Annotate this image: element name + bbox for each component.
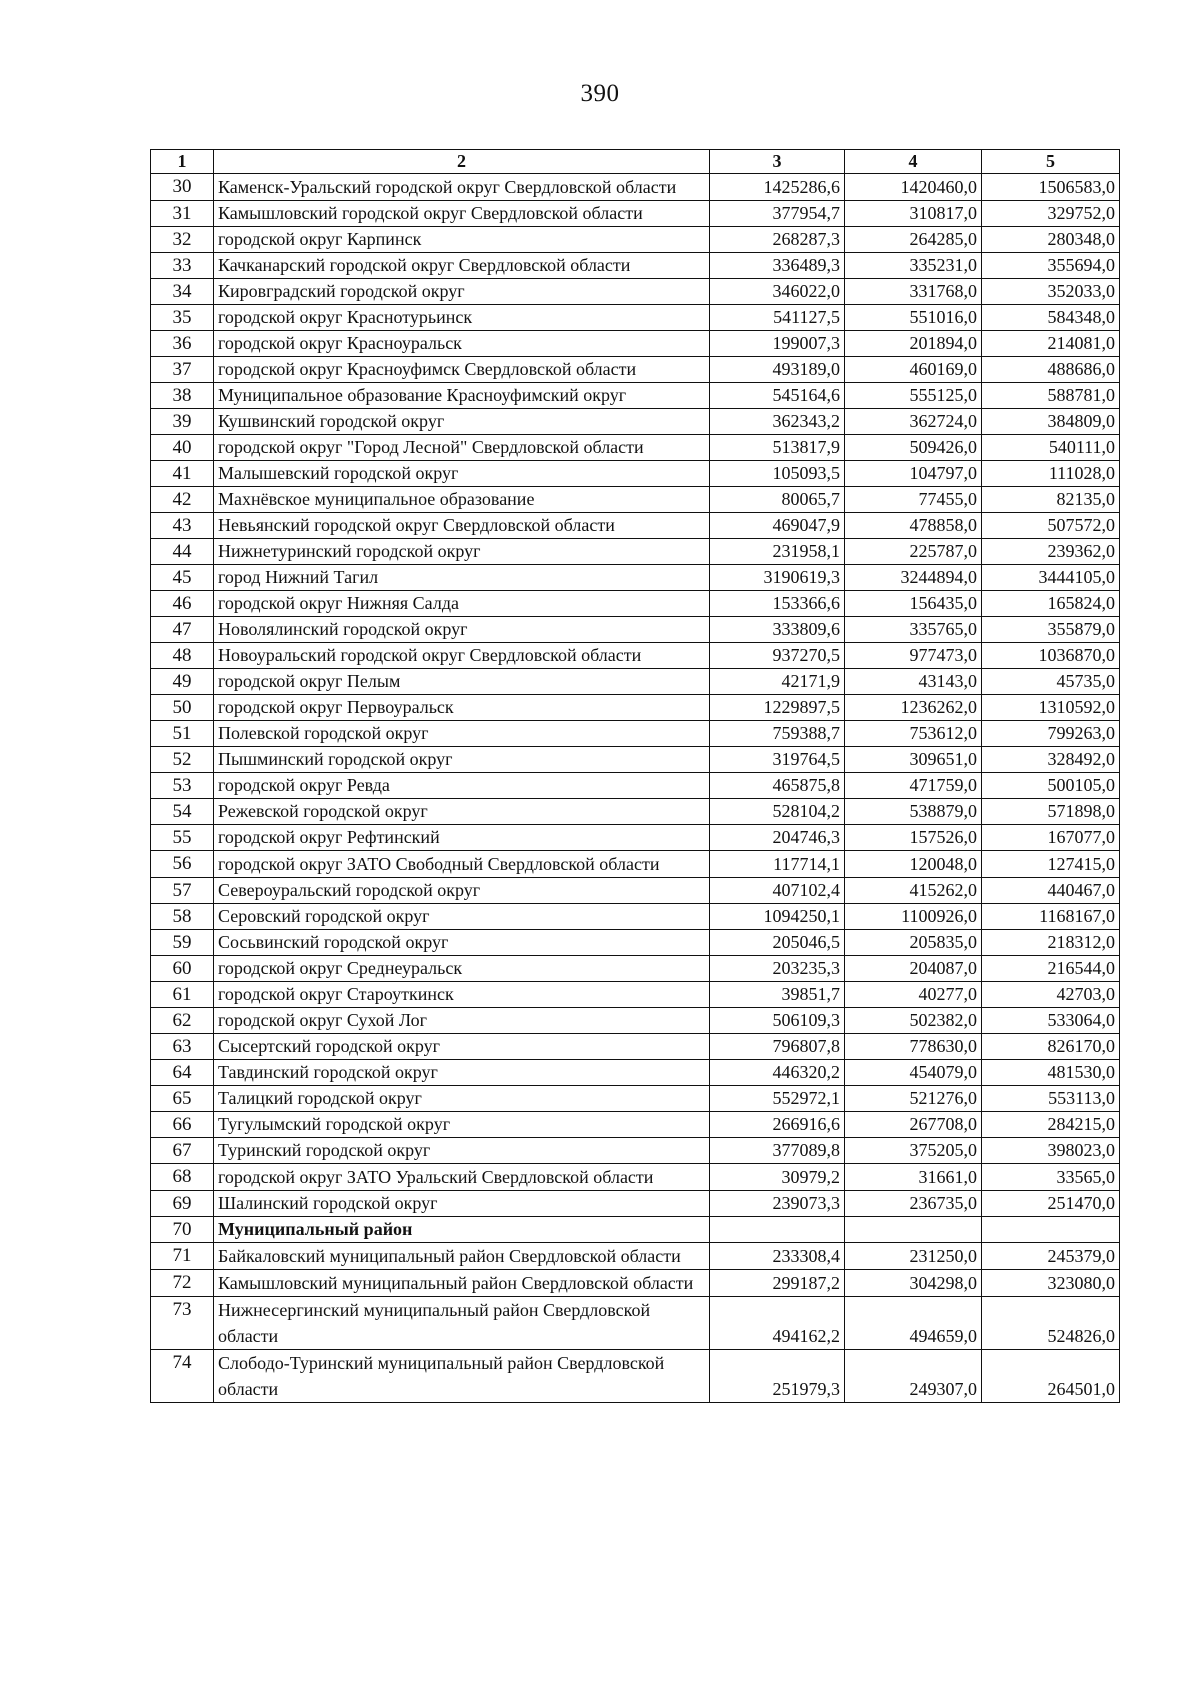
value-col3: 377954,7 — [710, 201, 845, 227]
value-col5: 588781,0 — [982, 383, 1120, 409]
value-col4: 225787,0 — [845, 539, 982, 565]
row-number: 55 — [151, 825, 214, 851]
value-col5: 214081,0 — [982, 331, 1120, 357]
municipality-name: Муниципальное образование Красноуфимский округ — [214, 383, 710, 409]
table-row — [151, 825, 1120, 851]
row-number: 54 — [151, 799, 214, 825]
value-col5: 1036870,0 — [982, 643, 1120, 669]
row-number: 64 — [151, 1060, 214, 1086]
municipality-name: городской округ ЗАТО Свободный Свердловской области — [214, 851, 710, 878]
row-number: 74 — [151, 1350, 214, 1403]
value-col5: 216544,0 — [982, 956, 1120, 982]
municipality-name: Пышминский городской округ — [214, 747, 710, 773]
value-col5: 280348,0 — [982, 227, 1120, 253]
value-col3: 494162,2 — [710, 1297, 845, 1350]
row-number: 58 — [151, 904, 214, 930]
table-header-row — [151, 150, 1120, 174]
value-col5: 251470,0 — [982, 1191, 1120, 1217]
value-col5: 799263,0 — [982, 721, 1120, 747]
value-col5: 167077,0 — [982, 825, 1120, 851]
row-number: 62 — [151, 1008, 214, 1034]
value-col5: 127415,0 — [982, 851, 1120, 878]
table-row — [151, 513, 1120, 539]
row-number: 41 — [151, 461, 214, 487]
municipality-name: Нижнетуринский городской округ — [214, 539, 710, 565]
value-col3: 266916,6 — [710, 1112, 845, 1138]
value-col5: 440467,0 — [982, 878, 1120, 904]
municipality-name: Тугулымский городской округ — [214, 1112, 710, 1138]
municipality-name: Малышевский городской округ — [214, 461, 710, 487]
value-col5: 3444105,0 — [982, 565, 1120, 591]
value-col5: 1506583,0 — [982, 174, 1120, 201]
table-row — [151, 799, 1120, 825]
value-col3: 759388,7 — [710, 721, 845, 747]
municipality-name: Камышловский городской округ Свердловской области — [214, 201, 710, 227]
table-row — [151, 435, 1120, 461]
value-col4: 201894,0 — [845, 331, 982, 357]
row-number: 40 — [151, 435, 214, 461]
row-number: 52 — [151, 747, 214, 773]
municipality-name: городской округ Рефтинский — [214, 825, 710, 851]
table-row — [151, 982, 1120, 1008]
value-col4: 375205,0 — [845, 1138, 982, 1164]
value-col3: 346022,0 — [710, 279, 845, 305]
value-col3: 1425286,6 — [710, 174, 845, 201]
table-row — [151, 305, 1120, 331]
value-col4: 43143,0 — [845, 669, 982, 695]
value-col5: 533064,0 — [982, 1008, 1120, 1034]
row-number: 69 — [151, 1191, 214, 1217]
value-col5: 352033,0 — [982, 279, 1120, 305]
table-row — [151, 487, 1120, 513]
value-col3: 446320,2 — [710, 1060, 845, 1086]
municipality-name: Качканарский городской округ Свердловской области — [214, 253, 710, 279]
row-number: 38 — [151, 383, 214, 409]
column-header: 1 — [151, 150, 214, 174]
value-col5: 500105,0 — [982, 773, 1120, 799]
value-col4: 1236262,0 — [845, 695, 982, 721]
municipality-name: Тавдинский городской округ — [214, 1060, 710, 1086]
value-col5: 553113,0 — [982, 1086, 1120, 1112]
value-col5: 481530,0 — [982, 1060, 1120, 1086]
value-col3: 299187,2 — [710, 1270, 845, 1297]
value-col4: 335231,0 — [845, 253, 982, 279]
table-row — [151, 747, 1120, 773]
municipality-name: Североуральский городской округ — [214, 878, 710, 904]
value-col5: 488686,0 — [982, 357, 1120, 383]
table-row — [151, 669, 1120, 695]
row-number: 67 — [151, 1138, 214, 1164]
municipality-name: Режевской городской округ — [214, 799, 710, 825]
row-number: 35 — [151, 305, 214, 331]
municipality-name: Новолялинский городской округ — [214, 617, 710, 643]
value-col4: 309651,0 — [845, 747, 982, 773]
column-header: 5 — [982, 150, 1120, 174]
row-number: 47 — [151, 617, 214, 643]
value-col4: 3244894,0 — [845, 565, 982, 591]
value-col4: 778630,0 — [845, 1034, 982, 1060]
municipality-name: городской округ Нижняя Салда — [214, 591, 710, 617]
row-number: 42 — [151, 487, 214, 513]
value-col5: 165824,0 — [982, 591, 1120, 617]
table-row — [151, 539, 1120, 565]
value-col4: 310817,0 — [845, 201, 982, 227]
value-col3: 506109,3 — [710, 1008, 845, 1034]
value-col3: 513817,9 — [710, 435, 845, 461]
municipality-name: городской округ Карпинск — [214, 227, 710, 253]
value-col4: 156435,0 — [845, 591, 982, 617]
table-row — [151, 617, 1120, 643]
value-col4: 231250,0 — [845, 1243, 982, 1270]
value-col4: 104797,0 — [845, 461, 982, 487]
value-col5: 584348,0 — [982, 305, 1120, 331]
value-col4: 264285,0 — [845, 227, 982, 253]
row-number: 61 — [151, 982, 214, 1008]
row-number: 57 — [151, 878, 214, 904]
municipality-name: Байкаловский муниципальный район Свердловской области — [214, 1243, 710, 1270]
row-number: 50 — [151, 695, 214, 721]
value-col5: 1310592,0 — [982, 695, 1120, 721]
table-row — [151, 1112, 1120, 1138]
value-col3: 199007,3 — [710, 331, 845, 357]
value-col4: 331768,0 — [845, 279, 982, 305]
municipality-name: Полевской городской округ — [214, 721, 710, 747]
row-number: 37 — [151, 357, 214, 383]
value-col5: 826170,0 — [982, 1034, 1120, 1060]
row-number: 43 — [151, 513, 214, 539]
row-number: 31 — [151, 201, 214, 227]
value-col5: 82135,0 — [982, 487, 1120, 513]
row-number: 36 — [151, 331, 214, 357]
value-col4: 551016,0 — [845, 305, 982, 331]
table-body — [151, 150, 1120, 1403]
value-col3: 268287,3 — [710, 227, 845, 253]
value-col5: 42703,0 — [982, 982, 1120, 1008]
value-col4: 205835,0 — [845, 930, 982, 956]
row-number: 44 — [151, 539, 214, 565]
value-col3: 937270,5 — [710, 643, 845, 669]
value-col4: 31661,0 — [845, 1164, 982, 1191]
table-row — [151, 643, 1120, 669]
municipality-name: Муниципальный район — [214, 1217, 710, 1243]
row-number: 45 — [151, 565, 214, 591]
table-row — [151, 201, 1120, 227]
value-col5: 355879,0 — [982, 617, 1120, 643]
table-row — [151, 1217, 1120, 1243]
table-row — [151, 357, 1120, 383]
municipality-name: городской округ Краснотурьинск — [214, 305, 710, 331]
table-row — [151, 956, 1120, 982]
table-row — [151, 227, 1120, 253]
value-col4: 502382,0 — [845, 1008, 982, 1034]
municipality-name: Камышловский муниципальный район Свердловской области — [214, 1270, 710, 1297]
table-row — [151, 253, 1120, 279]
municipality-name: Сысертский городской округ — [214, 1034, 710, 1060]
row-number: 33 — [151, 253, 214, 279]
value-col4: 335765,0 — [845, 617, 982, 643]
value-col5: 245379,0 — [982, 1243, 1120, 1270]
value-col3: 30979,2 — [710, 1164, 845, 1191]
value-col3: 407102,4 — [710, 878, 845, 904]
table-row — [151, 878, 1120, 904]
municipality-name: городской округ ЗАТО Уральский Свердловской области — [214, 1164, 710, 1191]
value-col3: 796807,8 — [710, 1034, 845, 1060]
value-col4: 494659,0 — [845, 1297, 982, 1350]
value-col4: 521276,0 — [845, 1086, 982, 1112]
value-col4: 977473,0 — [845, 643, 982, 669]
row-number: 70 — [151, 1217, 214, 1243]
value-col4: 471759,0 — [845, 773, 982, 799]
value-col3: 465875,8 — [710, 773, 845, 799]
table-row — [151, 331, 1120, 357]
value-col4: 1100926,0 — [845, 904, 982, 930]
value-col4: 157526,0 — [845, 825, 982, 851]
municipality-name: городской округ Красноуфимск Свердловской области — [214, 357, 710, 383]
value-col3: 1094250,1 — [710, 904, 845, 930]
table-row — [151, 461, 1120, 487]
value-col3: 117714,1 — [710, 851, 845, 878]
table-row — [151, 1034, 1120, 1060]
municipality-name: городской округ "Город Лесной" Свердловской области — [214, 435, 710, 461]
value-col4: 538879,0 — [845, 799, 982, 825]
value-col3: 80065,7 — [710, 487, 845, 513]
value-col3: 203235,3 — [710, 956, 845, 982]
value-col4: 454079,0 — [845, 1060, 982, 1086]
row-number: 68 — [151, 1164, 214, 1191]
municipality-name: Сосьвинский городской округ — [214, 930, 710, 956]
value-col4: 478858,0 — [845, 513, 982, 539]
column-header: 4 — [845, 150, 982, 174]
value-col4: 555125,0 — [845, 383, 982, 409]
column-header: 3 — [710, 150, 845, 174]
value-col3: 469047,9 — [710, 513, 845, 539]
value-col3: 204746,3 — [710, 825, 845, 851]
row-number: 56 — [151, 851, 214, 878]
value-col3: 552972,1 — [710, 1086, 845, 1112]
table-row — [151, 1138, 1120, 1164]
table-row — [151, 773, 1120, 799]
row-number: 63 — [151, 1034, 214, 1060]
value-col3: 333809,6 — [710, 617, 845, 643]
table-row — [151, 904, 1120, 930]
value-col5: 524826,0 — [982, 1297, 1120, 1350]
value-col3: 545164,6 — [710, 383, 845, 409]
value-col5: 111028,0 — [982, 461, 1120, 487]
value-col5: 571898,0 — [982, 799, 1120, 825]
value-col3: 233308,4 — [710, 1243, 845, 1270]
municipality-name: Талицкий городской округ — [214, 1086, 710, 1112]
row-number: 71 — [151, 1243, 214, 1270]
value-col3: 39851,7 — [710, 982, 845, 1008]
value-col5: 328492,0 — [982, 747, 1120, 773]
value-col5: 45735,0 — [982, 669, 1120, 695]
value-col4: 249307,0 — [845, 1350, 982, 1403]
municipality-name: городской округ Сухой Лог — [214, 1008, 710, 1034]
row-number: 46 — [151, 591, 214, 617]
row-number: 34 — [151, 279, 214, 305]
value-col4: 77455,0 — [845, 487, 982, 513]
municipality-name: Махнёвское муниципальное образование — [214, 487, 710, 513]
value-col3: 42171,9 — [710, 669, 845, 695]
value-col4: 236735,0 — [845, 1191, 982, 1217]
table-row — [151, 930, 1120, 956]
value-col3: 231958,1 — [710, 539, 845, 565]
value-col3 — [710, 1217, 845, 1243]
value-col3: 362343,2 — [710, 409, 845, 435]
table-row — [151, 1164, 1120, 1191]
table-row — [151, 1008, 1120, 1034]
value-col5: 239362,0 — [982, 539, 1120, 565]
value-col3: 239073,3 — [710, 1191, 845, 1217]
table-row — [151, 1297, 1120, 1350]
value-col4: 362724,0 — [845, 409, 982, 435]
municipality-name: Серовский городской округ — [214, 904, 710, 930]
table-row — [151, 1060, 1120, 1086]
table-row — [151, 1191, 1120, 1217]
municipality-name: Новоуральский городской округ Свердловской области — [214, 643, 710, 669]
value-col4: 40277,0 — [845, 982, 982, 1008]
value-col3: 153366,6 — [710, 591, 845, 617]
row-number: 49 — [151, 669, 214, 695]
municipality-name: городской округ Ревда — [214, 773, 710, 799]
value-col5: 1168167,0 — [982, 904, 1120, 930]
municipality-name: Туринский городской округ — [214, 1138, 710, 1164]
value-col4: 204087,0 — [845, 956, 982, 982]
value-col5: 323080,0 — [982, 1270, 1120, 1297]
value-col5: 329752,0 — [982, 201, 1120, 227]
value-col3: 319764,5 — [710, 747, 845, 773]
row-number: 32 — [151, 227, 214, 253]
row-number: 65 — [151, 1086, 214, 1112]
row-number: 73 — [151, 1297, 214, 1350]
value-col5 — [982, 1217, 1120, 1243]
table-row — [151, 565, 1120, 591]
value-col3: 528104,2 — [710, 799, 845, 825]
row-number: 60 — [151, 956, 214, 982]
value-col4: 460169,0 — [845, 357, 982, 383]
table-row — [151, 1270, 1120, 1297]
value-col3: 205046,5 — [710, 930, 845, 956]
municipality-name: город Нижний Тагил — [214, 565, 710, 591]
municipality-name: Каменск-Уральский городской округ Свердловской области — [214, 174, 710, 201]
value-col4: 120048,0 — [845, 851, 982, 878]
municipality-name: Кировградский городской округ — [214, 279, 710, 305]
table-row — [151, 174, 1120, 201]
table-row — [151, 695, 1120, 721]
value-col3: 105093,5 — [710, 461, 845, 487]
row-number: 72 — [151, 1270, 214, 1297]
value-col3: 1229897,5 — [710, 695, 845, 721]
table-row — [151, 1350, 1120, 1403]
value-col5: 284215,0 — [982, 1112, 1120, 1138]
value-col4: 509426,0 — [845, 435, 982, 461]
column-header: 2 — [214, 150, 710, 174]
value-col3: 251979,3 — [710, 1350, 845, 1403]
value-col5: 398023,0 — [982, 1138, 1120, 1164]
value-col4: 267708,0 — [845, 1112, 982, 1138]
table-row — [151, 591, 1120, 617]
row-number: 30 — [151, 174, 214, 201]
table-row — [151, 1243, 1120, 1270]
value-col3: 3190619,3 — [710, 565, 845, 591]
municipality-name: Шалинский городской округ — [214, 1191, 710, 1217]
value-col5: 355694,0 — [982, 253, 1120, 279]
page-number: 390 — [580, 80, 620, 107]
municipality-name: Нижнесергинский муниципальный район Свердловской области — [214, 1297, 710, 1350]
municipality-name: городской округ Среднеуральск — [214, 956, 710, 982]
value-col3: 377089,8 — [710, 1138, 845, 1164]
value-col3: 493189,0 — [710, 357, 845, 383]
value-col4: 1420460,0 — [845, 174, 982, 201]
municipality-name: городской округ Пелым — [214, 669, 710, 695]
value-col4 — [845, 1217, 982, 1243]
value-col5: 218312,0 — [982, 930, 1120, 956]
row-number: 51 — [151, 721, 214, 747]
value-col3: 336489,3 — [710, 253, 845, 279]
value-col5: 507572,0 — [982, 513, 1120, 539]
table-row — [151, 383, 1120, 409]
table-row — [151, 1086, 1120, 1112]
table-row — [151, 409, 1120, 435]
municipality-name: городской округ Первоуральск — [214, 695, 710, 721]
row-number: 53 — [151, 773, 214, 799]
value-col5: 384809,0 — [982, 409, 1120, 435]
value-col4: 753612,0 — [845, 721, 982, 747]
municipality-name: городской округ Красноуральск — [214, 331, 710, 357]
municipality-name: городской округ Староуткинск — [214, 982, 710, 1008]
value-col5: 540111,0 — [982, 435, 1120, 461]
value-col5: 264501,0 — [982, 1350, 1120, 1403]
budget-table — [150, 149, 1120, 1403]
municipality-name: Слободо-Туринский муниципальный район Свердловской области — [214, 1350, 710, 1403]
municipality-name: Кушвинский городской округ — [214, 409, 710, 435]
row-number: 39 — [151, 409, 214, 435]
value-col4: 415262,0 — [845, 878, 982, 904]
table-row — [151, 721, 1120, 747]
row-number: 59 — [151, 930, 214, 956]
row-number: 48 — [151, 643, 214, 669]
municipality-name: Невьянский городской округ Свердловской области — [214, 513, 710, 539]
table-row — [151, 851, 1120, 878]
row-number: 66 — [151, 1112, 214, 1138]
value-col4: 304298,0 — [845, 1270, 982, 1297]
value-col3: 541127,5 — [710, 305, 845, 331]
value-col5: 33565,0 — [982, 1164, 1120, 1191]
table-row — [151, 279, 1120, 305]
